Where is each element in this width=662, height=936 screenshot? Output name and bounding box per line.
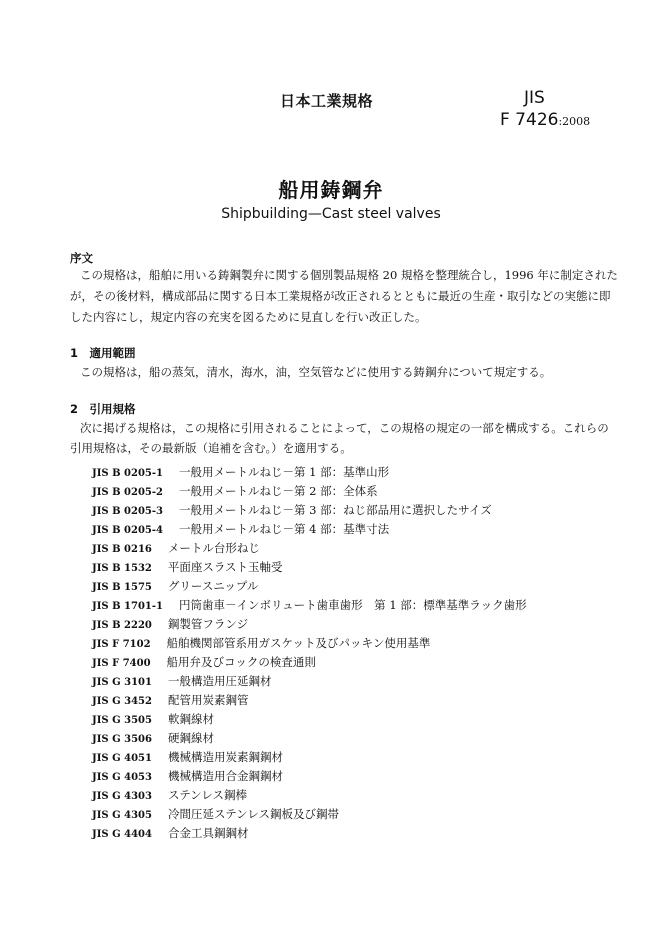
reference-item bbox=[92, 746, 527, 765]
reference-item bbox=[92, 651, 527, 670]
scope-line: この規格は，船の蒸気，清水，海水，油，空気管などに使用する鋳鋼弁について規定する。 bbox=[80, 365, 552, 379]
reference-title: 平面座スラスト玉軸受 bbox=[167, 560, 283, 574]
foreword-heading: 序文 bbox=[70, 251, 93, 265]
foreword-line: が，その後材料，構成部品に関する日本工業規格が改正されるとともに最近の生産・取引などの実態に即 bbox=[70, 289, 611, 303]
reference-item bbox=[92, 784, 527, 803]
reference-title: 円筒歯車－インボリュート歯車歯形 第 1 部：標準基準ラック歯形 bbox=[179, 598, 527, 612]
reference-code: JIS G 4305 bbox=[92, 810, 152, 821]
reference-list bbox=[92, 461, 527, 841]
reference-item bbox=[92, 499, 527, 518]
reference-code: JIS B 0216 bbox=[92, 544, 152, 555]
reference-title: 船舶機関部管系用ガスケット及びパッキン使用基準 bbox=[166, 636, 431, 650]
reference-title: 一般用メートルねじ－第 1 部：基準山形 bbox=[179, 465, 390, 479]
reference-item bbox=[92, 670, 527, 689]
issuing-body-title: 日本工業規格 bbox=[280, 92, 374, 110]
reference-code: JIS B 0205-2 bbox=[92, 487, 163, 498]
reference-title: 配管用炭素鋼管 bbox=[167, 693, 249, 707]
reference-code: JIS G 4053 bbox=[92, 772, 152, 783]
standard-year: 2008 bbox=[562, 115, 591, 128]
reference-title: 軟鋼線材 bbox=[167, 712, 214, 726]
section-2-heading bbox=[70, 401, 136, 417]
reference-title: 合金工具鋼鋼材 bbox=[167, 826, 249, 840]
year-separator: : bbox=[558, 115, 563, 128]
section-number: 1 bbox=[70, 346, 79, 360]
reference-title: 一般構造用圧延鋼材 bbox=[167, 674, 272, 688]
reference-item bbox=[92, 594, 527, 613]
section-title: 適用範囲 bbox=[89, 346, 136, 360]
reference-title: 冷間圧延ステンレス鋼板及び鋼帯 bbox=[167, 807, 340, 821]
reference-item bbox=[92, 461, 527, 480]
standard-code: F 7426 bbox=[500, 110, 559, 130]
reference-title: ステンレス鋼棒 bbox=[167, 788, 248, 802]
reference-code: JIS B 1575 bbox=[92, 582, 152, 593]
reference-code: JIS G 3505 bbox=[92, 715, 152, 726]
reference-code: JIS G 3101 bbox=[92, 677, 152, 688]
reference-item bbox=[92, 803, 527, 822]
reference-code: JIS G 3452 bbox=[92, 696, 152, 707]
reference-code: JIS B 0205-1 bbox=[92, 468, 163, 479]
reference-code: JIS G 4051 bbox=[92, 753, 152, 764]
reference-title: 硬鋼線材 bbox=[167, 731, 214, 745]
reference-item bbox=[92, 613, 527, 632]
reference-item bbox=[92, 556, 527, 575]
reference-item bbox=[92, 632, 527, 651]
reference-code: JIS B 1532 bbox=[92, 563, 152, 574]
reference-code: JIS F 7400 bbox=[92, 658, 151, 669]
reference-code: JIS F 7102 bbox=[92, 639, 151, 650]
reference-item bbox=[92, 727, 527, 746]
reference-code: JIS G 4404 bbox=[92, 829, 152, 840]
reference-item bbox=[92, 480, 527, 499]
reference-item bbox=[92, 689, 527, 708]
reference-code: JIS B 1701-1 bbox=[92, 601, 163, 612]
reference-code: JIS B 2220 bbox=[92, 620, 152, 631]
reference-item bbox=[92, 708, 527, 727]
foreword-line: この規格は，船舶に用いる鋳鋼製弁に関する個別製品規格 20 規格を整理統合し，1996 年に制定された bbox=[80, 268, 618, 282]
references-line: 次に掲げる規格は，この規格に引用されることによって，この規格の規定の一部を構成する。これらの bbox=[80, 421, 609, 435]
reference-item bbox=[92, 822, 527, 841]
reference-title: メートル台形ねじ bbox=[167, 541, 260, 555]
reference-code: JIS B 0205-3 bbox=[92, 506, 163, 517]
document-title: 船用鋳鋼弁 bbox=[278, 178, 384, 202]
jis-label: JIS bbox=[524, 88, 545, 108]
references-line: 引用規格は，その最新版（追補を含む。）を適用する。 bbox=[70, 441, 352, 455]
section-title: 引用規格 bbox=[89, 402, 136, 416]
reference-title: 船用弁及びコックの検査通則 bbox=[166, 655, 316, 669]
reference-code: JIS B 0205-4 bbox=[92, 525, 163, 536]
section-1-heading bbox=[70, 345, 136, 361]
reference-item bbox=[92, 537, 527, 556]
document-subtitle: Shipbuilding—Cast steel valves bbox=[221, 206, 441, 222]
reference-title: 機械構造用合金鋼鋼材 bbox=[167, 769, 283, 783]
foreword-line: した内容にし，規定内容の充実を図るために見直しを行い改正した。 bbox=[70, 310, 427, 324]
reference-title: 一般用メートルねじ－第 4 部：基準寸法 bbox=[179, 522, 390, 536]
reference-item bbox=[92, 575, 527, 594]
reference-title: 機械構造用炭素鋼鋼材 bbox=[167, 750, 283, 764]
reference-title: グリースニップル bbox=[167, 579, 259, 593]
reference-code: JIS G 4303 bbox=[92, 791, 152, 802]
reference-code: JIS G 3506 bbox=[92, 734, 152, 745]
reference-item bbox=[92, 518, 527, 537]
reference-title: 鋼製管フランジ bbox=[167, 617, 249, 631]
reference-title: 一般用メートルねじ－第 3 部：ねじ部品用に選択したサイズ bbox=[179, 503, 492, 517]
section-number: 2 bbox=[70, 402, 79, 416]
standard-number bbox=[500, 110, 590, 130]
reference-item bbox=[92, 765, 527, 784]
reference-title: 一般用メートルねじ－第 2 部：全体系 bbox=[179, 484, 378, 498]
